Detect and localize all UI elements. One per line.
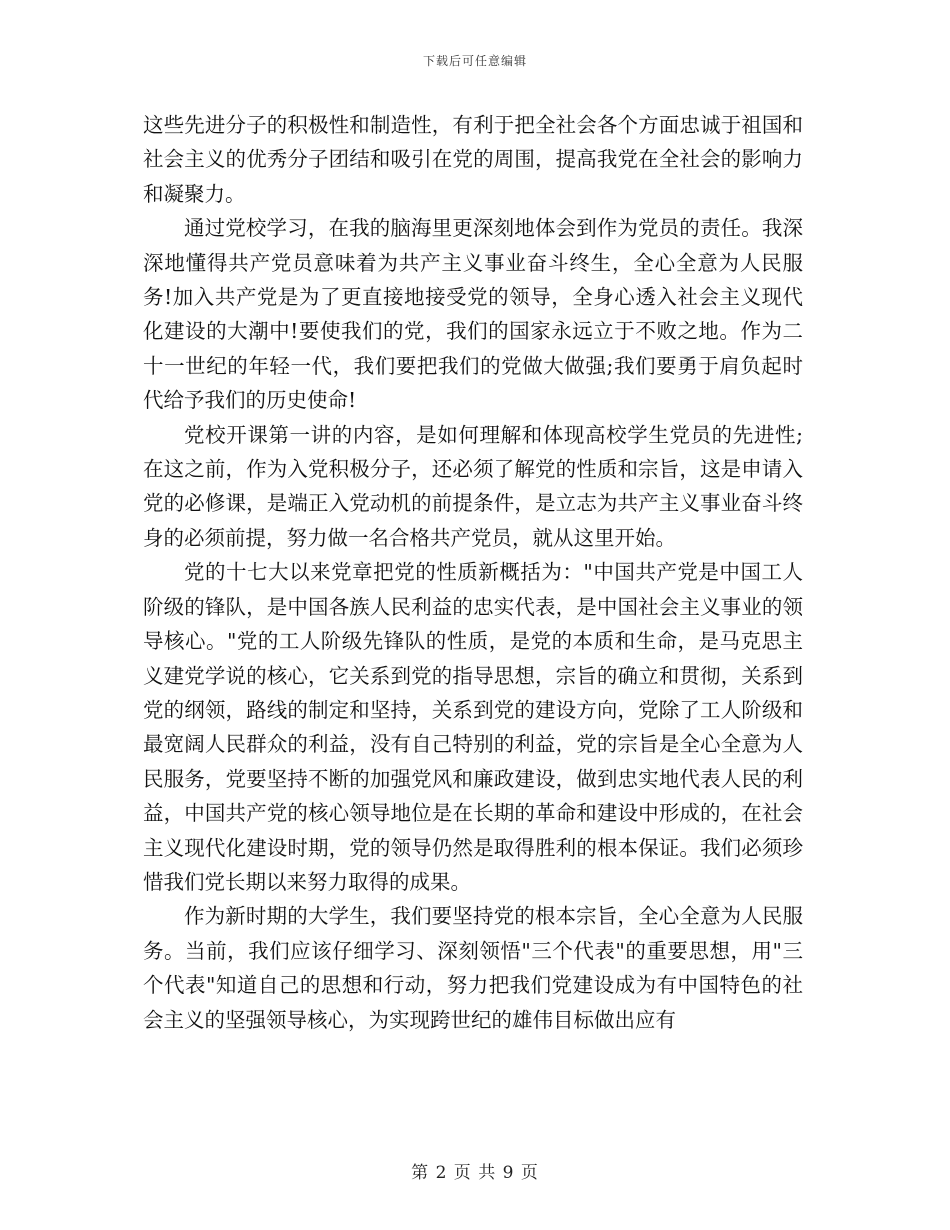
paragraph: 党校开课第一讲的内容，是如何理解和体现高校学生党员的先进性;在这之前，作为入党积极分子，还必须了解党的性质和宗旨，这是申请入党的必修课，是端正入党动机的前提条件，是立志为共产主义事业奋斗终身的必须前提，努力做一名合格共产党员，就从这里开始。 [143, 422, 803, 550]
page-header: 下载后可任意编辑 [422, 54, 527, 68]
paragraph: 党的十七大以来党章把党的性质新概括为："中国共产党是中国工人阶级的锋队，是中国各族人民利益的忠实代表，是中国社会主义事业的领导核心。"党的工人阶级先锋队的性质，是党的本质和生命，是马克思主义建党学说的核心，它关系到党的指导思想，宗旨的确立和贯彻，关系到党的纲领，路线的制定和坚持，关系到党的建设方向，党除了工人阶级和最宽阔人民群众的利益，没有自己特别的利益，党的宗旨是全心全意为人民服务，党要坚持不断的加强党风和廉政建设，做到忠实地代表人民的利益，中国共产党的核心领导地位是在长期的革命和建设中形成的，在社会主义现代化建设时期，党的领导仍然是取得胜利的根本保证。我们必须珍惜我们党长期以来努力取得的成果。 [143, 560, 803, 894]
paragraph: 作为新时期的大学生，我们要坚持党的根本宗旨，全心全意为人民服务。当前，我们应该仔细学习、深刻领悟"三个代表"的重要思想，用"三个代表"知道自己的思想和行动，努力把我们党建设成为有中国特色的社会主义的坚强领导核心，为实现跨世纪的雄伟目标做出应有 [143, 904, 803, 1032]
paragraph: 通过党校学习，在我的脑海里更深刻地体会到作为党员的责任。我深深地懂得共产党员意味着为共产主义事业奋斗终生，全心全意为人民服务!加入共产党是为了更直接地接受党的领导，全身心透入社会主义现代化建设的大潮中!要使我们的党，我们的国家永远立于不败之地。作为二十一世纪的年轻一代，我们要把我们的党做大做强;我们要勇于肩负起时代给予我们的历史使命! [143, 216, 803, 413]
document-body [143, 108, 803, 1037]
paragraph-continuation: 这些先进分子的积极性和制造性，有利于把全社会各个方面忠诚于祖国和社会主义的优秀分子团结和吸引在党的周围，提高我党在全社会的影响力和凝聚力。 [143, 113, 803, 206]
page-number-footer: 第 2 页 共 9 页 [411, 1163, 539, 1183]
